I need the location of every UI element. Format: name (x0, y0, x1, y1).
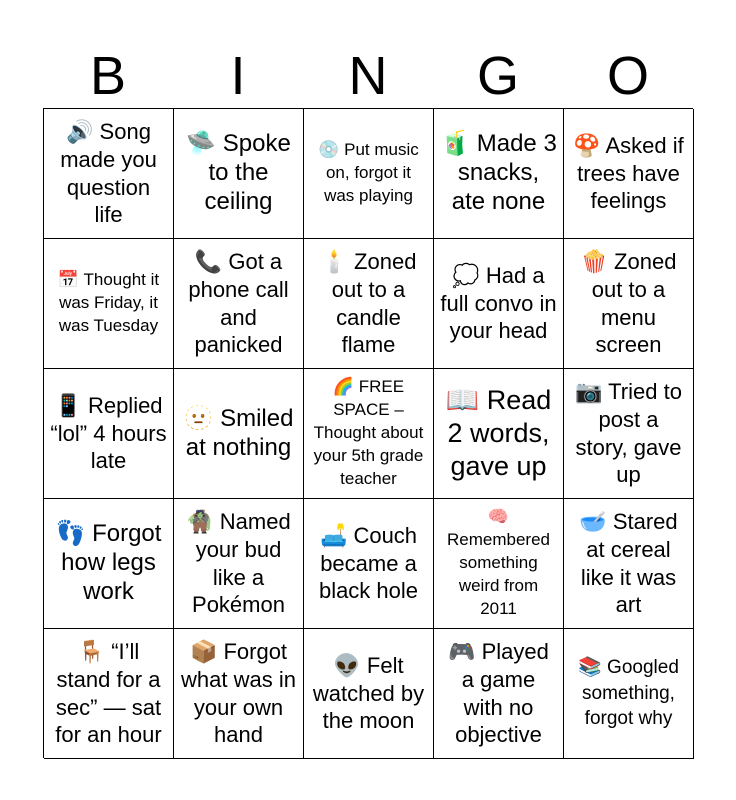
cell-text: 🧌 Named your bud like a Pokémon (186, 508, 291, 618)
cell-text: 🍄 Asked if trees have feelings (573, 132, 684, 214)
cell-text: 🪑 “I’ll stand for a sec” — sat for an hour (55, 638, 162, 748)
cell-text: 👽 Felt watched by the moon (312, 652, 425, 734)
header-letter-b: B (89, 46, 127, 106)
cell-text: 📅 Thought it was Friday, it was Tuesday (57, 270, 160, 335)
cell-text: 🕯️ Zoned out to a candle flame (320, 248, 417, 358)
cell-text: 🛸 Spoke to the ceiling (186, 130, 291, 215)
header-letter-o: O (606, 46, 649, 106)
bingo-cell[interactable] (44, 629, 174, 759)
cell-text: 🌈 FREE SPACE – Thought about your 5th grade teacher (313, 377, 424, 488)
bingo-cell[interactable] (174, 629, 304, 759)
bingo-cell[interactable] (434, 239, 564, 369)
bingo-cell[interactable] (44, 239, 174, 369)
bingo-cell[interactable] (434, 499, 564, 629)
cell-text: 🧠 Remembered something weird from 2011 (447, 507, 550, 618)
cell-text: 🧃 Made 3 snacks, ate none (440, 130, 557, 215)
bingo-grid (43, 108, 693, 758)
cell-text: 📚 Googled something, forgot why (578, 656, 679, 730)
bingo-cell[interactable] (304, 239, 434, 369)
bingo-cell[interactable] (44, 499, 174, 629)
bingo-cell[interactable] (564, 239, 694, 369)
bingo-cell[interactable] (564, 499, 694, 629)
bingo-cell[interactable] (434, 109, 564, 239)
cell-text: 🔊 Song made you question life (60, 118, 157, 228)
cell-text: 💿 Put music on, forgot it was playing (318, 140, 419, 205)
cell-text: 🫥 Smiled at nothing (183, 404, 294, 461)
bingo-cell[interactable] (44, 369, 174, 499)
bingo-cell[interactable] (434, 629, 564, 759)
free-space-cell[interactable] (304, 369, 434, 499)
bingo-cell[interactable] (304, 109, 434, 239)
cell-text: 🎮 Played a game with no objective (448, 638, 549, 748)
cell-text: 📦 Forgot what was in your own hand (181, 638, 296, 748)
cell-text: 📷 Tried to post a story, gave up (575, 378, 682, 488)
bingo-cell[interactable] (304, 629, 434, 759)
bingo-cell[interactable] (434, 369, 564, 499)
cell-text: 🥣 Stared at cereal like it was art (579, 508, 678, 618)
cell-text: 💭 Had a full convo in your head (440, 262, 557, 344)
cell-text: 📖 Read 2 words, gave up (445, 385, 552, 481)
header-letter-g: G (476, 46, 519, 106)
bingo-cell[interactable] (564, 369, 694, 499)
bingo-cell[interactable] (564, 629, 694, 759)
cell-text: 🛋️ Couch became a black hole (318, 522, 419, 604)
bingo-cell[interactable] (174, 369, 304, 499)
bingo-header (43, 44, 693, 108)
bingo-cell[interactable] (44, 109, 174, 239)
header-letter-n: N (348, 46, 388, 106)
bingo-cell[interactable] (174, 239, 304, 369)
header-letter-i: I (230, 46, 246, 106)
bingo-cell[interactable] (564, 109, 694, 239)
cell-text: 🍿 Zoned out to a menu screen (580, 248, 677, 358)
bingo-cell[interactable] (174, 499, 304, 629)
bingo-cell[interactable] (304, 499, 434, 629)
cell-text: 📱 Replied “lol” 4 hours late (50, 392, 167, 474)
cell-text: 📞 Got a phone call and panicked (188, 248, 289, 358)
bingo-cell[interactable] (174, 109, 304, 239)
cell-text: 👣 Forgot how legs work (55, 520, 162, 605)
